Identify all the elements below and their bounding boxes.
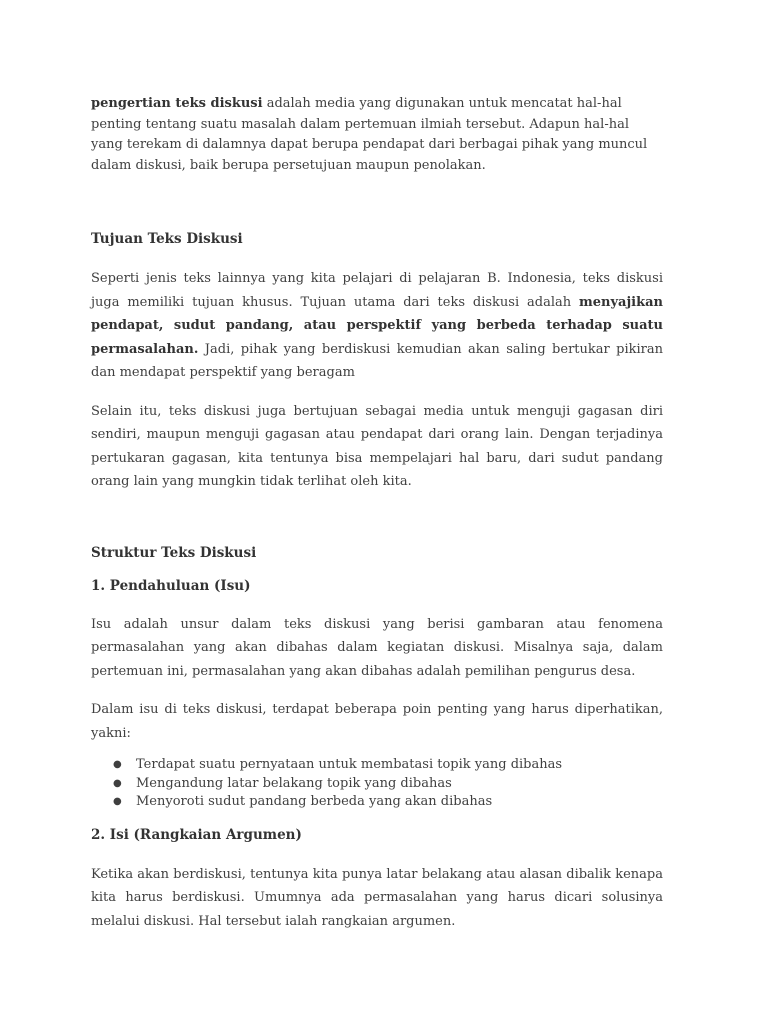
tujuan-p1-text-after: Jadi, pihak yang berdiskusi kemudian akan saling bertukar pikiran dan mendapat perspektif yang beragam [91, 341, 663, 380]
intro-paragraph [91, 94, 663, 176]
poin-list [91, 756, 663, 812]
list-item-text: Mengandung latar belakang topik yang dibahas [136, 775, 452, 791]
isi-paragraph: Ketika akan berdiskusi, tentunya kita punya latar belakang atau alasan dibalik kenapa kita harus berdiskusi. Umumnya ada permasalahan yang harus dicari solusinya melalui diskusi. Hal tersebut ialah rangkaian argumen. [91, 866, 663, 929]
list-item-text: Terdapat suatu pernyataan untuk membatasi topik yang dibahas [136, 757, 563, 772]
document-page [91, 94, 663, 933]
tujuan-heading: Tujuan Teks Diskusi [91, 231, 243, 247]
tujuan-p1-emphasis: menyajikan pendapat, sudut pandang, atau perspektif yang berbeda terhadap suatu permasalahan. [91, 294, 663, 357]
list-item [91, 775, 663, 794]
tujuan-paragraph-2: Selain itu, teks diskusi juga bertujuan sebagai media untuk menguji gagasan diri sendiri, maupun menguji gagasan atau pendapat dari orang lain. Dengan terjadinya pertukaran gagasan, kita tentunya bisa mempelajari hal baru, dari sudut pandang orang lain yang mungkin tidak terlihat oleh kita. [91, 403, 663, 489]
bullet-icon: ● [113, 759, 122, 770]
tujuan-paragraph-1 [91, 267, 663, 385]
list-item [91, 793, 663, 812]
bullet-icon: ● [113, 777, 122, 789]
tujuan-p1-text: Seperti jenis teks lainnya yang kita pelajari di pelajaran B. Indonesia, teks diskusi juga memiliki tujuan khusus. Tujuan utama dari teks diskusi adalah [91, 271, 663, 310]
pendahuluan-subheading: 1. Pendahuluan (Isu) [91, 577, 251, 594]
intro-text: adalah media yang digunakan untuk mencatat hal-hal penting tentang suatu masalah dalam pertemuan ilmiah tersebut. Adapun hal-hal yang terekam di dalamnya dapat berupa pendapat dari berbagai pihak yang muncul dalam diskusi, baik berupa persetujuan maupun penolakan. [91, 96, 648, 173]
struktur-heading: Struktur Teks Diskusi [91, 544, 257, 561]
poin-intro-paragraph: Dalam isu di teks diskusi, terdapat beberapa poin penting yang harus diperhatikan, yakni: [91, 702, 663, 741]
bullet-icon: ● [113, 796, 122, 807]
isi-subheading: 2. Isi (Rangkaian Argumen) [91, 826, 302, 843]
pendahuluan-paragraph: Isu adalah unsur dalam teks diskusi yang berisi gambaran atau fenomena permasalahan yang akan dibahas dalam kegiatan diskusi. Misalnya saja, dalam pertemuan ini, permasalahan yang akan dibahas adalah pemilihan pengurus desa. [91, 616, 663, 679]
list-item-text: Menyoroti sudut pandang berbeda yang akan dibahas [136, 794, 493, 809]
list-item [91, 756, 663, 775]
intro-term: pengertian teks diskusi [91, 96, 263, 111]
